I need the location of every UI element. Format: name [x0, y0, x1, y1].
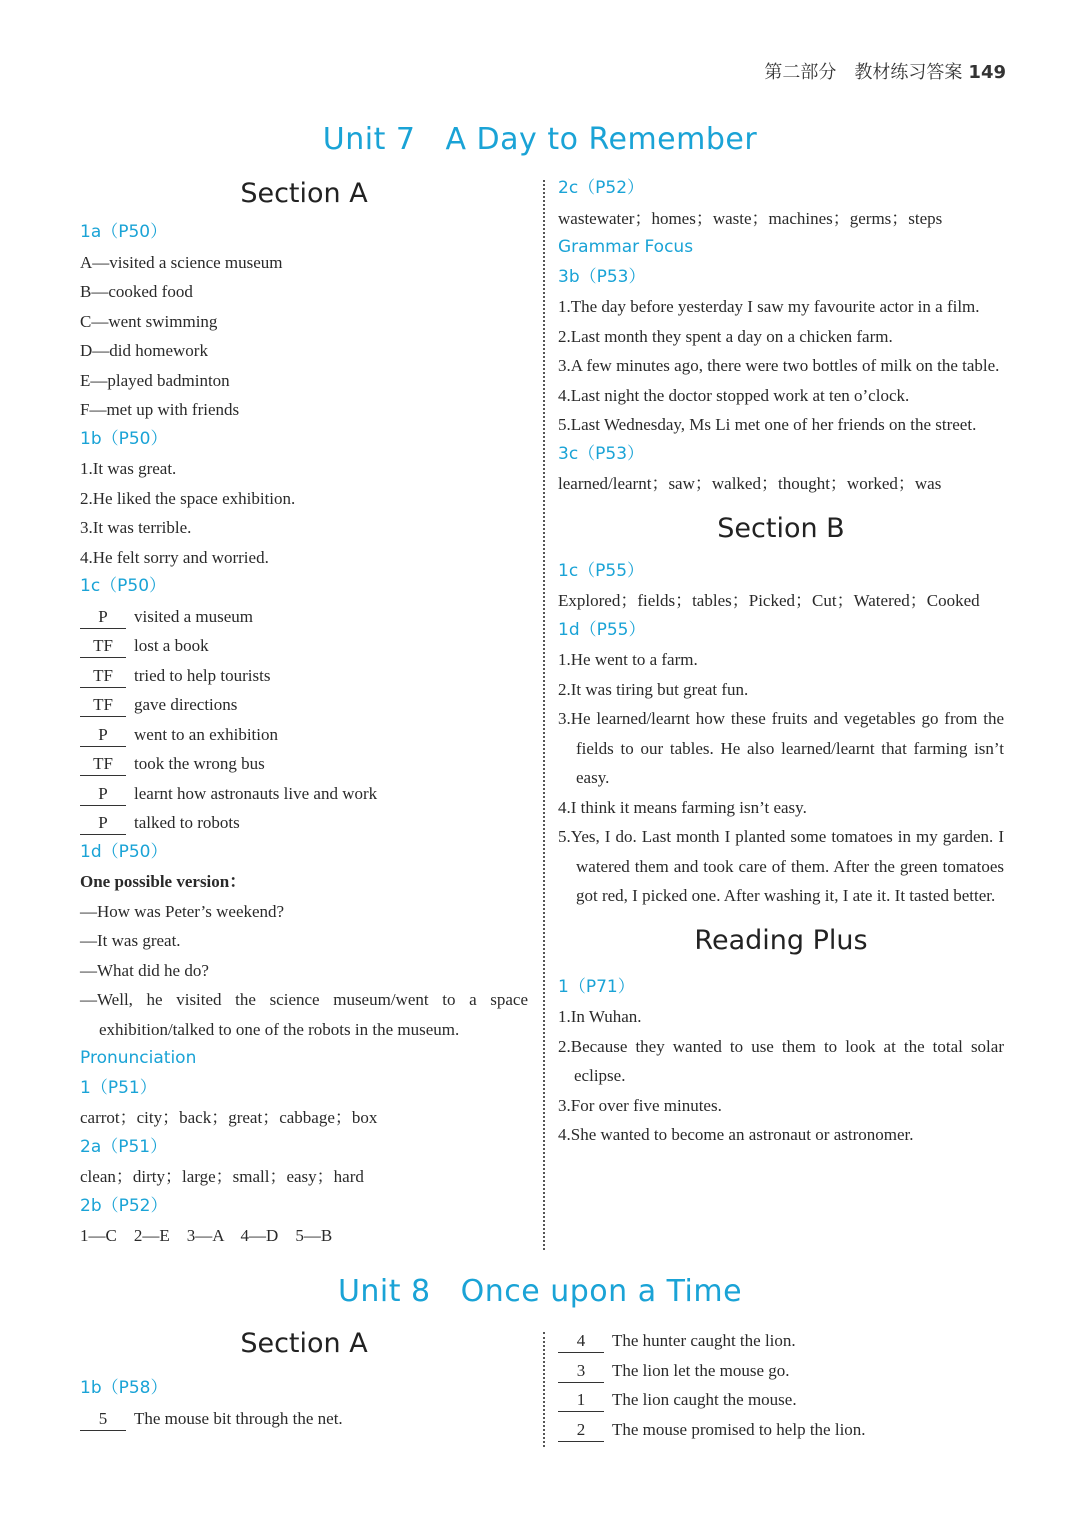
blank-answer-line: [80, 661, 528, 691]
blank-answer-line: [80, 749, 528, 779]
answer-blank: TF: [80, 753, 126, 776]
answer-blank: 5: [80, 1408, 126, 1431]
answer-text: learnt how astronauts live and work: [134, 783, 378, 803]
answer-line: F—met up with friends: [80, 400, 240, 419]
label-r1: 1（P71）: [558, 976, 635, 997]
answer-blank: P: [80, 606, 126, 629]
answer-line: 3.For over five minutes.: [558, 1095, 722, 1115]
possible-version-heading: One possible version：: [80, 872, 247, 891]
answer-line: C—went swimming: [80, 311, 218, 331]
dialogue-line: —How was Peter’s weekend?: [80, 901, 285, 921]
answer-line: wastewater；homes；waste；machines；germs；steps: [558, 208, 943, 228]
answer-blank: TF: [80, 665, 126, 688]
blank-answer-line: [80, 720, 528, 750]
blank-answer-line: [80, 602, 528, 632]
page-number: 149: [968, 62, 1006, 83]
answer-line: 5.Yes, I do. Last month I planted some tomatoes in my garden. I watered them and took care of them. After the green tomatoes got red, I picked one. After washing it, I ate it. It tasted better.: [558, 827, 1004, 905]
answer-line: clean；dirty；large；small；easy；hard: [80, 1167, 364, 1186]
dialogue-line: —It was great.: [80, 931, 181, 950]
answer-blank: TF: [80, 694, 126, 717]
blank-answer-line: [80, 808, 528, 838]
blank-answer-line: [558, 1385, 1004, 1415]
answer-line: 3.A few minutes ago, there were two bottles of milk on the table.: [558, 356, 1000, 375]
blank-answer-line: [558, 1326, 1004, 1356]
dialogue-line: —What did he do?: [80, 960, 209, 980]
answer-line: A—visited a science museum: [80, 252, 283, 272]
blank-answer-line: [80, 631, 528, 661]
column-divider: [543, 1332, 545, 1447]
page-header: [764, 58, 1006, 84]
header-text: 第二部分 教材练习答案: [764, 62, 963, 83]
answer-text: The mouse bit through the net.: [134, 1408, 343, 1428]
unit8-title: [0, 1274, 1080, 1309]
label-u8-1b: 1b（P58）: [80, 1378, 168, 1398]
label-1a: 1a（P50）: [80, 222, 168, 242]
blank-answer-line: [80, 690, 528, 720]
answer-line: 2.Because they wanted to use them to look at the total solar eclipse.: [558, 1036, 1004, 1085]
answer-blank: P: [80, 783, 126, 806]
answer-line: 4.I think it means farming isn’t easy.: [558, 797, 807, 817]
answer-line: 4.He felt sorry and worried.: [80, 547, 269, 567]
answer-text: The hunter caught the lion.: [612, 1331, 796, 1350]
answer-text: The mouse promised to help the lion.: [612, 1419, 866, 1439]
label-2c: 2c（P52）: [558, 178, 645, 198]
answer-blank: 2: [558, 1419, 604, 1442]
answer-blank: P: [80, 724, 126, 747]
dialogue-line: —Well, he visited the science museum/went to a space exhibition/talked to one of the robots in the museum.: [80, 990, 528, 1039]
answer-blank: P: [80, 812, 126, 835]
section-a-heading: Section A: [240, 178, 368, 209]
label-b1d: 1d（P55）: [558, 619, 646, 640]
unit8-number: Unit 8: [337, 1274, 431, 1309]
unit7-name: A Day to Remember: [445, 122, 758, 157]
answer-blank: 4: [558, 1330, 604, 1353]
answer-line: learned/learnt；saw；walked；thought；worked；was: [558, 474, 942, 493]
label-2b: 2b（P52）: [80, 1195, 168, 1216]
answer-line: Explored；fields；tables；Picked；Cut；Watered；Cooked: [558, 591, 980, 610]
answer-text: went to an exhibition: [134, 724, 279, 744]
answer-line: 1—C 2—E 3—A 4—D 5—B: [80, 1226, 333, 1245]
answer-line: 4.Last night the doctor stopped work at ten o’clock.: [558, 385, 910, 405]
answer-line: 3.He learned/learnt how these fruits and vegetables go from the fields to our tables. He also learned/learnt that farming isn’t easy.: [558, 709, 1004, 787]
unit8-right-column: [558, 1326, 1004, 1444]
blank-answer-line: [80, 1404, 528, 1434]
unit7-title: [0, 122, 1080, 157]
answer-line: 2.He liked the space exhibition.: [80, 488, 296, 508]
answer-line: 2.Last month they spent a day on a chicken farm.: [558, 326, 893, 346]
label-3c: 3c（P53）: [558, 443, 645, 464]
answer-text: tried to help tourists: [134, 665, 271, 685]
unit8-section-a-heading: Section A: [240, 1328, 368, 1359]
pronunciation-heading: Pronunciation: [80, 1048, 197, 1068]
blank-answer-line: [80, 779, 528, 809]
label-3b: 3b（P53）: [558, 266, 646, 287]
label-2a: 2a（P51）: [80, 1136, 168, 1157]
grammar-focus-heading: Grammar Focus: [558, 237, 694, 257]
answer-blank: 1: [558, 1389, 604, 1412]
answer-text: lost a book: [134, 636, 209, 655]
answer-line: B—cooked food: [80, 282, 193, 301]
answer-blank: TF: [80, 635, 126, 658]
answer-line: 1.The day before yesterday I saw my favourite actor in a film.: [558, 297, 980, 316]
answer-line: carrot；city；back；great；cabbage；box: [80, 1108, 378, 1127]
answer-line: 1.In Wuhan.: [558, 1007, 642, 1026]
answer-line: E—played badminton: [80, 370, 230, 390]
answer-line: 1.It was great.: [80, 459, 177, 478]
unit7-right-column: [558, 174, 1004, 1150]
label-1b: 1b（P50）: [80, 428, 168, 449]
label-p1: 1（P51）: [80, 1077, 157, 1098]
blank-answer-line: [558, 1415, 1004, 1445]
reading-plus-heading: Reading Plus: [694, 924, 868, 956]
answer-text: talked to robots: [134, 813, 240, 832]
answer-line: 3.It was terrible.: [80, 518, 192, 537]
section-b-heading: Section B: [717, 512, 845, 544]
answer-text: visited a museum: [134, 606, 253, 626]
unit8-left-column: [80, 1320, 528, 1433]
answer-text: gave directions: [134, 695, 238, 714]
label-1c: 1c（P50）: [80, 576, 167, 596]
label-b1c: 1c（P55）: [558, 560, 645, 581]
answer-blank: 3: [558, 1360, 604, 1383]
answer-line: 2.It was tiring but great fun.: [558, 679, 749, 699]
answer-text: took the wrong bus: [134, 754, 265, 773]
answer-line: 4.She wanted to become an astronaut or astronomer.: [558, 1125, 914, 1144]
answer-line: D—did homework: [80, 341, 208, 360]
label-1d: 1d（P50）: [80, 841, 168, 862]
column-divider: [543, 180, 545, 1250]
unit7-left-column: [80, 170, 528, 1251]
blank-answer-line: [558, 1356, 1004, 1386]
unit8-name: Once upon a Time: [460, 1274, 743, 1309]
answer-text: The lion let the mouse go.: [612, 1360, 790, 1380]
answer-text: The lion caught the mouse.: [612, 1390, 797, 1409]
answer-line: 5.Last Wednesday, Ms Li met one of her friends on the street.: [558, 415, 977, 434]
answer-line: 1.He went to a farm.: [558, 650, 698, 669]
unit7-number: Unit 7: [322, 122, 416, 157]
